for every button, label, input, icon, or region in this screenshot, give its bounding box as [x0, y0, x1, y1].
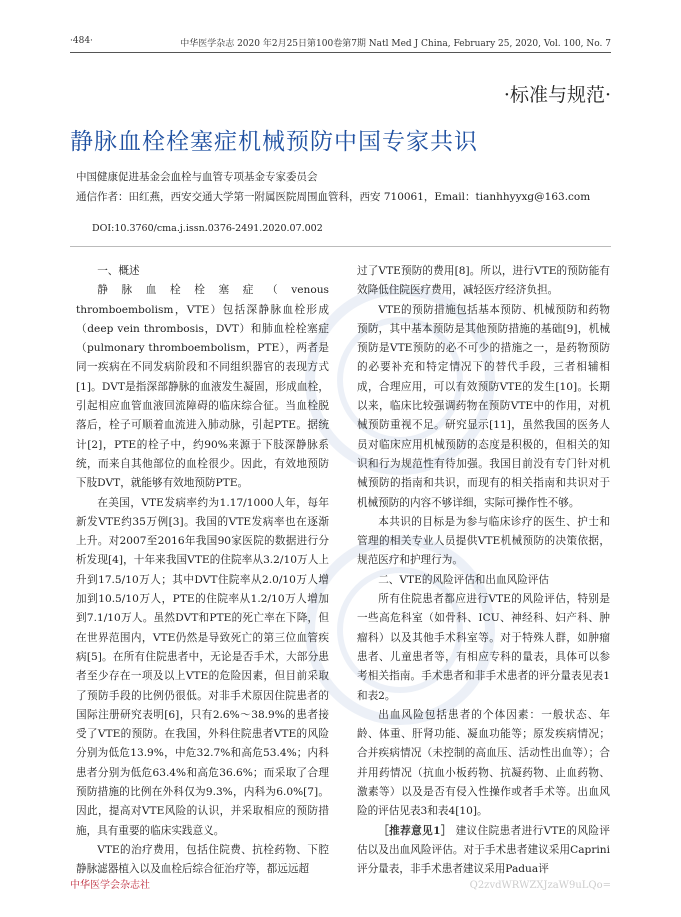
- article-title: 静脉血栓栓塞症机械预防中国专家共识: [70, 129, 478, 155]
- recommendation: [357, 822, 610, 880]
- paragraph: 在美国，VTE发病率约为1.17/1000人年，每年新发VTE约35万例[3]。我国的VTE发病率也在逐渐上升。对2007至2016年我国90家医院的数据进行分析发现[4]，十年来我国VTE的住院率从3.2/10万人上升到17.5/10万人；其中DVT住院率从2.0/10万人增加到10.5/10万人，PTE的住院率从1.2/10万人增加到7.1/10万人。虽然DVT和PTE的死亡率在下降，但在世界范围内，VTE仍然是导致死亡的第三位血管疾病[5]。在所有住院患者中，无论是否手术，大部分患者至少存在一项及以上VTE的危险因素，但目前采取了预防手段的比例仍很低。对非手术原因住院患者的国际注册研究表明[6]，只有2.6%～38.9%的患者接受了VTE的预防。在我国，外科住院患者VTE的风险分别为低危13.9%，中危32.7%和高危53.4%；内科患者分别为低危63.4%和高危36.6%；而采取了合理预防措施的比例在外科仅为9.3%，内科为6.0%[7]。因此，提高对VTE风险的认识，并采取相应的预防措施，具有重要的临床实践意义。: [76, 496, 329, 837]
- right-column: [357, 262, 610, 880]
- recommendation-text: 建议住院患者进行VTE的风险评估以及出血风险评估。对于手术患者建议采用Caprini评分量表，非手术患者建议采用Padua评: [357, 824, 610, 876]
- publisher-logo: 中华医学会杂志社: [70, 880, 150, 891]
- section-heading: 一、概述: [97, 265, 140, 277]
- doi: DOI:10.3760/cma.j.issn.0376-2491.2020.07.002: [92, 223, 323, 234]
- paragraph: 过了VTE预防的费用[8]。所以，进行VTE的预防能有效降低住院医疗费用，减轻医疗经济负担。: [357, 265, 610, 297]
- paragraph: 静脉血栓栓塞症（venous thromboembolism，VTE）包括深静脉血栓形成（deep vein thrombosis，DVT）和肺血栓栓塞症（pulmonary thromboembolism，PTE），两者是同一疾病在不同发病阶段和不同组织器官的表现方式[1]。DVT是指深部静脉的血液发生凝固，形成血栓，引起相应血管血液回流障碍的临床综合征。当血栓脱落后，栓子可顺着血流进入肺动脉，引起PTE。据统计[2]，PTE的栓子中，约90%来源于下肢深静脉系统，而来自其他部位的血栓很少。因此，有效地预防下肢DVT，就能够有效地预防PTE。: [76, 284, 329, 490]
- left-column: [76, 262, 329, 880]
- recommendation-label: ［推荐意见1］: [378, 824, 452, 837]
- author-block: [76, 167, 616, 207]
- paragraph: 所有住院患者都应进行VTE的风险评估，特别是一些高危科室（如骨科、ICU、神经科、妇产科、肿瘤科）以及其他手术科室等。对于特殊人群，如肿瘤患者、儿童患者等，有相应专科的量表，具体可以参考相关指南。手术患者和非手术患者的评分量表见表1和表2。: [357, 593, 610, 702]
- affiliation: 中国健康促进基金会血栓与血管专项基金专家委员会: [76, 171, 318, 183]
- journal-header: 中华医学杂志 2020 年2月25日第100卷第7期 Natl Med J China, February 25, 2020, Vol. 100, No. 7: [180, 39, 611, 49]
- header-rule: [70, 52, 611, 53]
- corresponding-author: 通信作者：田红燕，西安交通大学第一附属医院周围血管科，西安 710061，Email：tianhhyyxg@163.com: [76, 191, 591, 203]
- section-heading: 二、VTE的风险评估和出血风险评估: [378, 573, 549, 586]
- paragraph: 出血风险包括患者的个体因素：一般状态、年龄、体重、肝肾功能、凝血功能等；原发疾病情况；合并疾病情况（未控制的高血压、活动性出血等）；合并用药情况（抗血小板药物、抗凝药物、止血药物、激素等）以及是否有侵入性操作或者手术等。出血风险的评估见表3和表4[10]。: [357, 708, 610, 818]
- section-tag: ·标准与规范·: [503, 84, 611, 106]
- page-number: ·484·: [70, 36, 93, 46]
- title-rule: [70, 246, 611, 247]
- paragraph: 本共识的目标是为参与临床诊疗的医生、护士和管理的相关专业人员提供VTE机械预防的决策依据，规范医疗和护理行为。: [357, 515, 610, 567]
- paragraph: VTE的预防措施包括基本预防、机械预防和药物预防，其中基本预防是其他预防措施的基础[9]，机械预防是VTE预防的必不可少的措施之一，是药物预防的必要补充和特定情况下的替代手段，三者相辅相成，合理应用，可以有效预防VTE的发生[10]。长期以来，临床比较强调药物在预防VTE中的作用，对机械预防重视不足。研究显示[11]，虽然我国的医务人员对临床应用机械预防的态度是积极的，但相关的知识和行为规范性有待加强。我国目前没有专门针对机械预防的指南和共识，而现有的相关指南和共识对于机械预防的内容不够详细，实际可操作性不够。: [357, 303, 610, 509]
- footer-code: Q2zvdWRWZXJzaW9uLQo=: [469, 880, 611, 891]
- paragraph: VTE的治疗费用，包括住院费、抗栓药物、下腔静脉滤器植入以及血栓后综合征治疗等，都远远超: [76, 843, 329, 876]
